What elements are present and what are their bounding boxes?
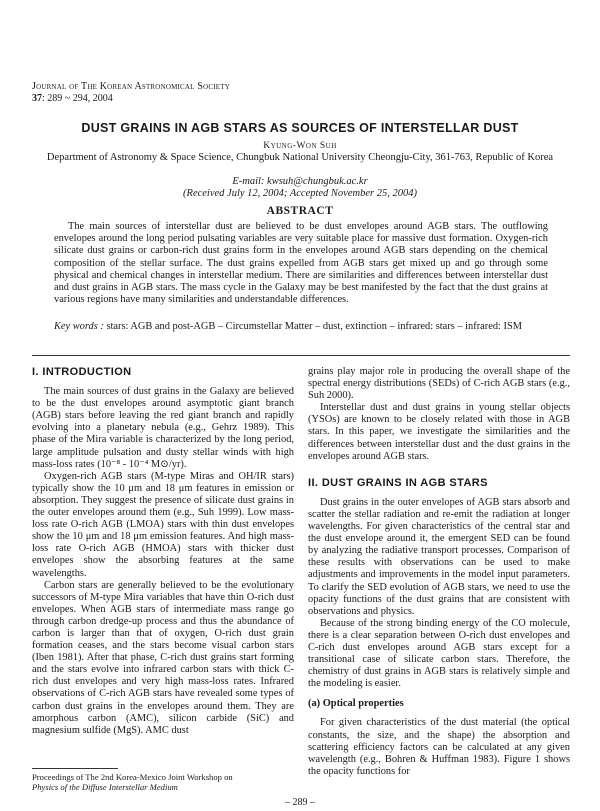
keywords-text: stars: AGB and post-AGB – Circumstellar Matter – dust, extinction – infrared: stars – infrared: ISM — [103, 321, 522, 332]
footnote-divider — [32, 768, 118, 769]
footnote-line: Physics of the Diffuse Interstellar Medium — [32, 782, 178, 792]
author-name: Kyung-Won Suh — [263, 141, 337, 151]
paragraph: Interstellar dust and dust grains in young stellar objects (YSOs) are known to be closely related with those in AGB stars. In this paper, we investigate the similarities and the differences between interstellar dust and the dust grains in the envelopes around AGB stars. — [308, 402, 570, 462]
author-affiliation: Department of Astronomy & Space Science, Chungbuk National University Cheongju-City, 361-763, Republic of Korea — [46, 152, 554, 163]
right-column — [308, 366, 570, 778]
section-heading-dust-grains: II. DUST GRAINS IN AGB STARS — [308, 476, 488, 489]
paragraph: For given characteristics of the dust material (the optical constants, the size, and the shape) the absorption and scattering efficiency factors can be calculated at any given wavelength (e.g., Bohren & Huffman 1983). Figure 1 shows the opacity functions for — [308, 717, 570, 777]
paragraph: Dust grains in the outer envelopes of AGB stars absorb and scatter the stellar radiation and re-emit the radiation at longer wavelengths. For given characteristics of the central star and the dust envelope around it, the emergent SED can be found by analyzing the radiative transport processes. Comparison of these results with observations can be used to make adjustments and improvements in the model input parameters. To clarify the SED evolution of AGB stars, we need to use the opacity functions of the dust grains that are consistent with observations and physics. — [308, 496, 570, 617]
paragraph: The main sources of dust grains in the Galaxy are believed to be the dust envelopes around asymptotic giant branch (AGB) stars before leaving the red giant branch and rapidly evolving into a planetary nebula (e.g., Gehrz 1989). This phase of the Mira variable is characterized by the long period, large amplitude pulsation and dusty stellar winds with high mass-loss rates (10⁻⁸ - 10⁻⁴ M⊙/yr). — [32, 386, 294, 470]
paragraph: Because of the strong binding energy of the CO molecule, there is a clear separation between O-rich dust envelopes and C-rich dust envelopes around AGB stars except for a transitional case of silicate carbon stars. Therefore, the chemistry of dust grains in AGB stars is relatively simple and the modeling is easier. — [308, 617, 570, 690]
footnote-line: Proceedings of The 2nd Korea-Mexico Joint Workshop on — [32, 772, 233, 782]
author-email: E-mail: kwsuh@chungbuk.ac.kr — [232, 176, 368, 187]
abstract-text: The main sources of interstellar dust are believed to be dust envelopes around AGB stars. The outflowing envelopes around the long period pulsating variables are very suitable place for massive dust formation. Oxygen-rich silicate dust grains or carbon-rich dust grains form in the envelopes around AGB stars depending on the chemical composition of the stellar surface. The dust grains expelled from AGB stars get mixed up and go through some physical and chemical changes in interstellar medium. There are similarities and differences between interstellar dust and dust grains in AGB stars. The mass cycle in the Galaxy may be best manifested by the fact that the dust grains at various regions have many similarities and understandable differences. — [54, 221, 548, 306]
footnote — [32, 772, 294, 792]
paper-title: DUST GRAINS IN AGB STARS AS SOURCES OF INTERSTELLAR DUST — [81, 121, 519, 135]
volume-pages: : 289 ~ 294, 2004 — [42, 93, 113, 104]
section-heading-introduction: I. INTRODUCTION — [32, 366, 132, 378]
paragraph: grains play major role in producing the overall shape of the spectral energy distributions (SEDs) of C-rich AGB stars (e.g., Suh 2000). — [308, 366, 570, 402]
paragraph: Carbon stars are generally believed to be the evolutionary successors of M-type Mira variables that have thin O-rich dust envelopes. When AGB stars of intermediate mass range go through carbon dredge-up process and thus the abundance of carbon is larger than that of oxygen, O-rich dust grain formation ceases, and the stars become visual carbon stars (Iben 1981). After that phase, C-rich dust grains start forming and the stars evolve into infrared carbon stars with thick C-rich dust envelopes and very high mass-loss rates. Infrared observations of C-rich AGB stars have revealed some types of carbon dust grains in the envelopes around them. They are amorphous carbon (AMC), silicon carbide (SiC) and magnesium sulfide (MgS). AMC dust — [32, 579, 294, 736]
abstract-divider — [32, 355, 570, 356]
volume-line — [32, 93, 113, 105]
journal-name: Journal of The Korean Astronomical Society — [32, 81, 230, 92]
volume-number: 37 — [32, 93, 42, 104]
abstract-heading: ABSTRACT — [266, 205, 334, 217]
keywords — [54, 321, 548, 333]
page-number: – 289 – — [285, 797, 315, 808]
subsection-heading-optical-properties: (a) Optical properties — [308, 698, 404, 710]
left-column — [32, 366, 294, 737]
received-dates: (Received July 12, 2004; Accepted November 25, 2004) — [183, 188, 417, 199]
paragraph: Oxygen-rich AGB stars (M-type Miras and OH/IR stars) typically show the 10 μm and 18 μm features in emission or absorption. They suggest the presence of silicate dust grains in the outer envelopes around them (e.g., Suh 1999). Low mass-loss rate O-rich AGB (LMOA) stars with thin dust envelopes show the 10 μm and 18 μm emission features. And high mass-loss rate O-rich AGB (HMOA) stars with thicker dust envelopes show the absorbing features at the same wavelengths. — [32, 470, 294, 579]
keywords-label: Key words : — [54, 321, 104, 332]
